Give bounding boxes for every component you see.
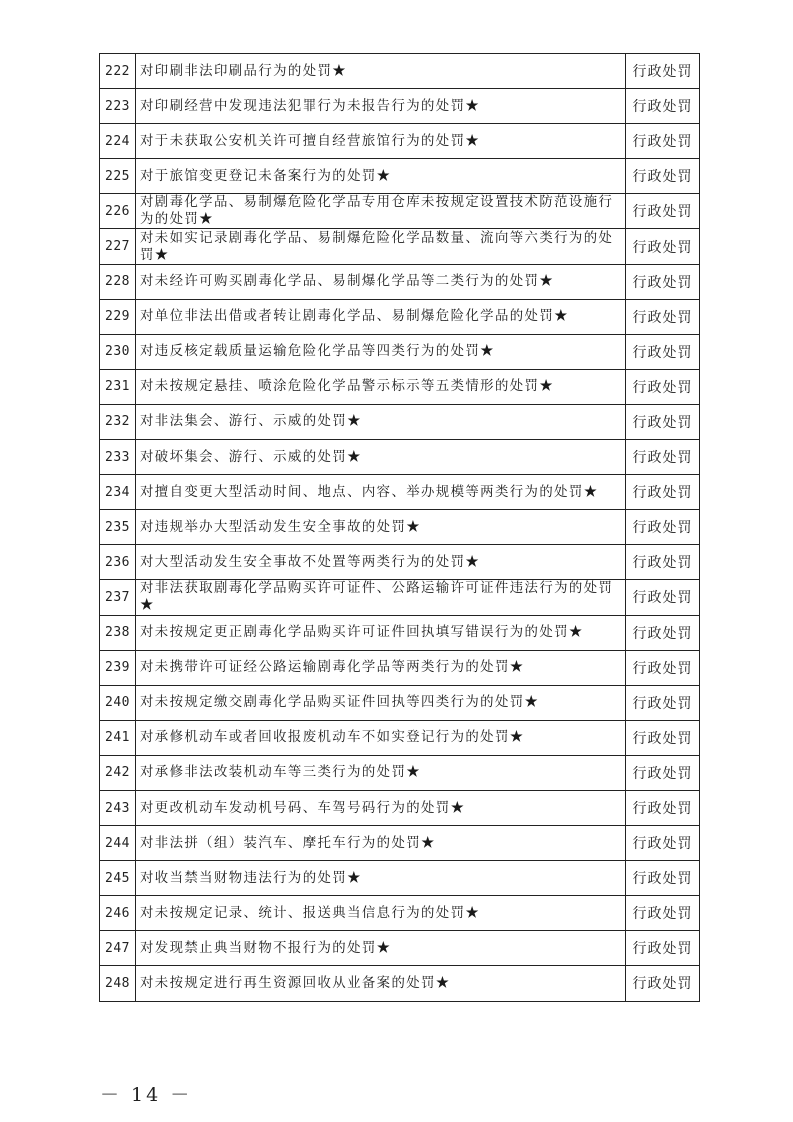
table-row (100, 510, 700, 545)
item-category: 行政处罚 (626, 861, 700, 896)
table-row (100, 650, 700, 685)
table-row (100, 720, 700, 755)
item-name: 对剧毒化学品、易制爆危险化学品专用仓库未按规定设置技术防范设施行为的处罚★ (136, 194, 626, 229)
table-row (100, 545, 700, 580)
item-name: 对非法拼（组）装汽车、摩托车行为的处罚★ (136, 826, 626, 861)
table-row (100, 931, 700, 966)
table-row (100, 229, 700, 264)
item-category: 行政处罚 (626, 89, 700, 124)
table-row (100, 826, 700, 861)
item-category: 行政处罚 (626, 755, 700, 790)
table-row (100, 755, 700, 790)
item-name: 对印刷经营中发现违法犯罪行为未报告行为的处罚★ (136, 89, 626, 124)
item-name: 对承修非法改装机动车等三类行为的处罚★ (136, 755, 626, 790)
row-number: 242 (100, 755, 136, 790)
item-category: 行政处罚 (626, 650, 700, 685)
item-category: 行政处罚 (626, 545, 700, 580)
item-name: 对未经许可购买剧毒化学品、易制爆化学品等二类行为的处罚★ (136, 264, 626, 299)
item-category: 行政处罚 (626, 54, 700, 89)
table-body (100, 54, 700, 1002)
row-number: 244 (100, 826, 136, 861)
item-category: 行政处罚 (626, 440, 700, 475)
table-row (100, 896, 700, 931)
item-category: 行政处罚 (626, 475, 700, 510)
item-category: 行政处罚 (626, 896, 700, 931)
item-name: 对承修机动车或者回收报废机动车不如实登记行为的处罚★ (136, 720, 626, 755)
table-row (100, 299, 700, 334)
table-row (100, 89, 700, 124)
item-category: 行政处罚 (626, 194, 700, 229)
row-number: 246 (100, 896, 136, 931)
row-number: 243 (100, 790, 136, 825)
item-category: 行政处罚 (626, 826, 700, 861)
row-number: 224 (100, 124, 136, 159)
item-category: 行政处罚 (626, 404, 700, 439)
item-name: 对未按规定更正剧毒化学品购买许可证件回执填写错误行为的处罚★ (136, 615, 626, 650)
table-row (100, 966, 700, 1001)
item-category: 行政处罚 (626, 685, 700, 720)
table-row (100, 369, 700, 404)
row-number: 229 (100, 299, 136, 334)
row-number: 237 (100, 580, 136, 615)
item-name: 对更改机动车发动机号码、车驾号码行为的处罚★ (136, 790, 626, 825)
item-category: 行政处罚 (626, 334, 700, 369)
row-number: 248 (100, 966, 136, 1001)
item-name: 对未按规定进行再生资源回收从业备案的处罚★ (136, 966, 626, 1001)
row-number: 234 (100, 475, 136, 510)
item-name: 对未按规定缴交剧毒化学品购买证件回执等四类行为的处罚★ (136, 685, 626, 720)
table-row (100, 861, 700, 896)
row-number: 240 (100, 685, 136, 720)
row-number: 223 (100, 89, 136, 124)
item-name: 对破坏集会、游行、示威的处罚★ (136, 440, 626, 475)
penalty-items-table (99, 53, 700, 1002)
item-name: 对大型活动发生安全事故不处置等两类行为的处罚★ (136, 545, 626, 580)
table-row (100, 54, 700, 89)
item-category: 行政处罚 (626, 966, 700, 1001)
table-row (100, 615, 700, 650)
item-name: 对收当禁当财物违法行为的处罚★ (136, 861, 626, 896)
table-row (100, 264, 700, 299)
row-number: 238 (100, 615, 136, 650)
item-category: 行政处罚 (626, 264, 700, 299)
table-row (100, 159, 700, 194)
item-category: 行政处罚 (626, 510, 700, 545)
row-number: 230 (100, 334, 136, 369)
row-number: 239 (100, 650, 136, 685)
table-row (100, 194, 700, 229)
row-number: 226 (100, 194, 136, 229)
item-category: 行政处罚 (626, 229, 700, 264)
row-number: 236 (100, 545, 136, 580)
item-category: 行政处罚 (626, 580, 700, 615)
row-number: 247 (100, 931, 136, 966)
table-row (100, 124, 700, 159)
table-row (100, 440, 700, 475)
table-row (100, 334, 700, 369)
table-row (100, 790, 700, 825)
row-number: 231 (100, 369, 136, 404)
item-name: 对于未获取公安机关许可擅自经营旅馆行为的处罚★ (136, 124, 626, 159)
item-category: 行政处罚 (626, 159, 700, 194)
item-name: 对于旅馆变更登记未备案行为的处罚★ (136, 159, 626, 194)
row-number: 225 (100, 159, 136, 194)
row-number: 241 (100, 720, 136, 755)
table-row (100, 475, 700, 510)
row-number: 245 (100, 861, 136, 896)
item-name: 对未按规定悬挂、喷涂危险化学品警示标示等五类情形的处罚★ (136, 369, 626, 404)
item-name: 对非法获取剧毒化学品购买许可证件、公路运输许可证件违法行为的处罚★ (136, 580, 626, 615)
row-number: 222 (100, 54, 136, 89)
table-row (100, 404, 700, 439)
item-name: 对违规举办大型活动发生安全事故的处罚★ (136, 510, 626, 545)
item-category: 行政处罚 (626, 615, 700, 650)
item-category: 行政处罚 (626, 931, 700, 966)
item-name: 对印刷非法印刷品行为的处罚★ (136, 54, 626, 89)
table-row (100, 580, 700, 615)
row-number: 233 (100, 440, 136, 475)
item-name: 对非法集会、游行、示威的处罚★ (136, 404, 626, 439)
table-row (100, 685, 700, 720)
row-number: 227 (100, 229, 136, 264)
item-category: 行政处罚 (626, 124, 700, 159)
item-category: 行政处罚 (626, 369, 700, 404)
item-category: 行政处罚 (626, 790, 700, 825)
page-number: － 14 － (100, 1084, 193, 1106)
item-name: 对未按规定记录、统计、报送典当信息行为的处罚★ (136, 896, 626, 931)
row-number: 235 (100, 510, 136, 545)
item-name: 对单位非法出借或者转让剧毒化学品、易制爆危险化学品的处罚★ (136, 299, 626, 334)
item-category: 行政处罚 (626, 299, 700, 334)
item-name: 对未如实记录剧毒化学品、易制爆危险化学品数量、流向等六类行为的处罚★ (136, 229, 626, 264)
row-number: 232 (100, 404, 136, 439)
row-number: 228 (100, 264, 136, 299)
item-name: 对擅自变更大型活动时间、地点、内容、举办规模等两类行为的处罚★ (136, 475, 626, 510)
item-category: 行政处罚 (626, 720, 700, 755)
item-name: 对未携带许可证经公路运输剧毒化学品等两类行为的处罚★ (136, 650, 626, 685)
item-name: 对发现禁止典当财物不报行为的处罚★ (136, 931, 626, 966)
item-name: 对违反核定载质量运输危险化学品等四类行为的处罚★ (136, 334, 626, 369)
